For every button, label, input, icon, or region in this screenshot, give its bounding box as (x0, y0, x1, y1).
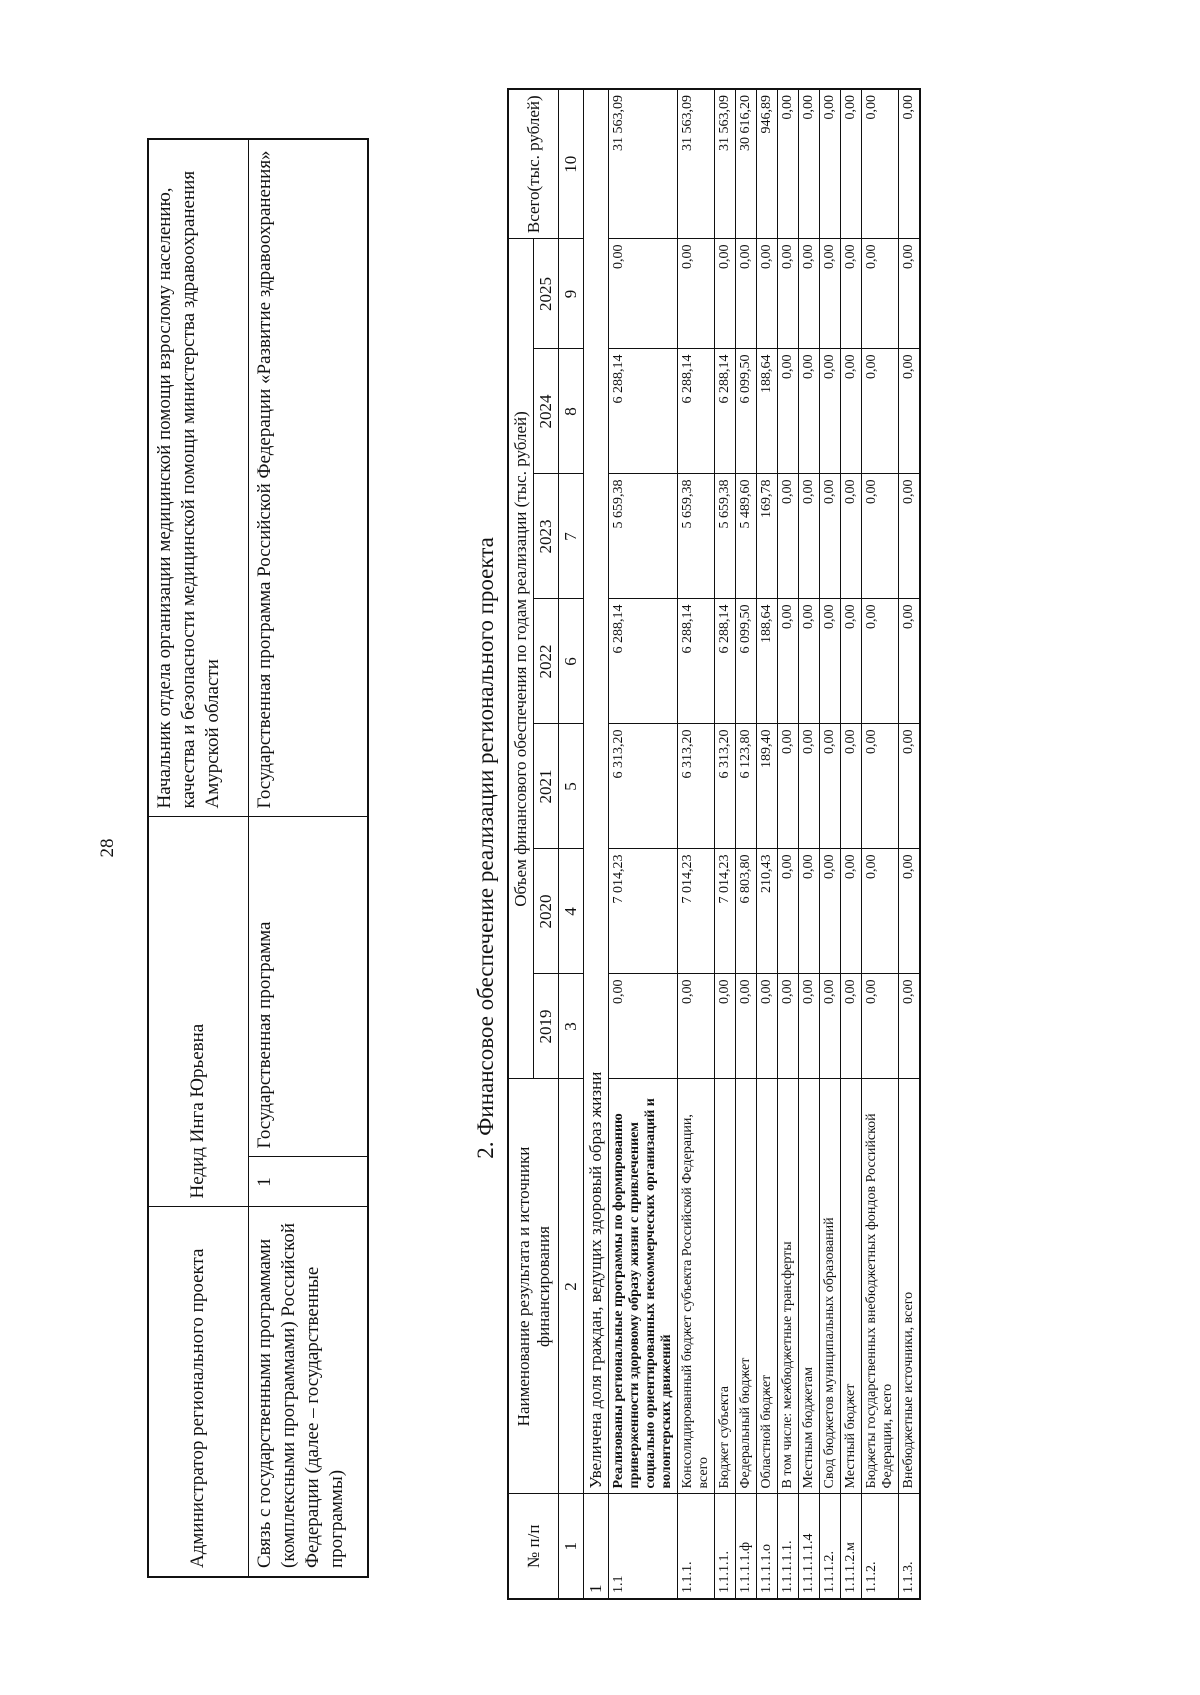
row-year-value: 0,00 (736, 238, 757, 348)
row-year-value: 0,00 (841, 849, 862, 974)
col-number: 4 (559, 849, 584, 974)
row-year-value: 0,00 (899, 849, 921, 974)
col-number: 5 (559, 724, 584, 849)
header-total: Всего(тыс. рублей) (508, 88, 559, 238)
table-row (899, 88, 921, 1598)
header-name: Наименование результата и источники финансирования (508, 1079, 559, 1494)
row-year-value: 0,00 (820, 724, 841, 849)
row-year-value: 0,00 (778, 849, 799, 974)
row-year-value: 6 313,20 (609, 724, 678, 849)
header-year: 2022 (534, 599, 559, 724)
row-total-value: 0,00 (899, 88, 921, 238)
row-year-value: 6 288,14 (678, 349, 715, 474)
row-total-value: 946,89 (757, 88, 778, 238)
row-year-value: 0,00 (820, 599, 841, 724)
rotated-page (75, 48, 1125, 1648)
row-year-value: 0,00 (678, 238, 715, 348)
row-year-value: 0,00 (899, 974, 921, 1079)
row-year-value: 0,00 (820, 238, 841, 348)
row-year-value: 0,00 (678, 974, 715, 1079)
row-total-value: 0,00 (820, 88, 841, 238)
row-year-value: 6 288,14 (715, 349, 736, 474)
col-number: 8 (559, 349, 584, 474)
admin-position: Начальник отдела организации медицинской помощи взрослому населению, качества и безопасности медицинской помощи министерства здравоохранения Амурской области (148, 139, 248, 817)
row-year-value: 0,00 (841, 599, 862, 724)
row-year-value: 0,00 (841, 724, 862, 849)
row-year-value: 0,00 (862, 849, 899, 974)
table-row (778, 88, 799, 1598)
row-number: 1.1.1.1. (715, 1494, 736, 1599)
table-row (609, 88, 678, 1598)
header-year: 2020 (534, 849, 559, 974)
row-year-value: 210,43 (757, 849, 778, 974)
row-year-value: 0,00 (841, 974, 862, 1079)
row-year-value: 0,00 (899, 599, 921, 724)
row-total-value: 31 563,09 (678, 88, 715, 238)
row-year-value: 0,00 (778, 599, 799, 724)
row-total-value: 30 616,20 (736, 88, 757, 238)
table-row (736, 88, 757, 1598)
col-number: 1 (559, 1494, 584, 1599)
row-year-value: 0,00 (862, 599, 899, 724)
link-type: Государственная программа (248, 817, 368, 1157)
row-total-value: 31 563,09 (609, 88, 678, 238)
row-name: Федеральный бюджет (736, 1079, 757, 1494)
row-year-value: 0,00 (899, 238, 921, 348)
row-name: Областной бюджет (757, 1079, 778, 1494)
row-name: Бюджет субъекта (715, 1079, 736, 1494)
row-year-value: 0,00 (899, 724, 921, 849)
col-number: 9 (559, 238, 584, 348)
row-year-value: 6 123,80 (736, 724, 757, 849)
row-year-value: 0,00 (778, 349, 799, 474)
row-name: В том числе: межбюджетные трансферты (778, 1079, 799, 1494)
row-name: Внебюджетные источники, всего (899, 1079, 921, 1494)
row-year-value: 6 288,14 (715, 599, 736, 724)
row-year-value: 0,00 (862, 474, 899, 599)
row-year-value: 0,00 (862, 724, 899, 849)
row-name: Местный бюджет (841, 1079, 862, 1494)
row-year-value: 6 288,14 (678, 599, 715, 724)
row-year-value: 0,00 (899, 474, 921, 599)
row-number: 1.1.3. (899, 1494, 921, 1599)
row-year-value: 5 659,38 (609, 474, 678, 599)
row-year-value: 0,00 (799, 238, 820, 348)
row-year-value: 6 288,14 (609, 349, 678, 474)
row-number: 1.1.1. (678, 1494, 715, 1599)
row-year-value: 0,00 (820, 349, 841, 474)
row-number: 1.1 (609, 1494, 678, 1599)
row-year-value: 0,00 (715, 974, 736, 1079)
row-year-value: 0,00 (862, 974, 899, 1079)
header-year: 2024 (534, 349, 559, 474)
row-year-value: 5 659,38 (715, 474, 736, 599)
row-year-value: 169,78 (757, 474, 778, 599)
row-year-value: 0,00 (799, 474, 820, 599)
row-year-value: 0,00 (820, 474, 841, 599)
table-row (757, 88, 778, 1598)
page-number: 28 (97, 838, 118, 857)
col-number: 6 (559, 599, 584, 724)
row-year-value: 0,00 (799, 849, 820, 974)
row-year-value: 0,00 (862, 238, 899, 348)
row-total-value: 0,00 (862, 88, 899, 238)
row-name: Местным бюджетам (799, 1079, 820, 1494)
row-year-value: 0,00 (715, 238, 736, 348)
group-row-number: 1 (584, 1494, 609, 1599)
header-year: 2021 (534, 724, 559, 849)
table-row (715, 88, 736, 1598)
row-year-value: 6 288,14 (609, 599, 678, 724)
financing-table (507, 87, 921, 1599)
table-row (799, 88, 820, 1598)
row-number: 1.1.2. (862, 1494, 899, 1599)
row-year-value: 0,00 (799, 724, 820, 849)
row-name: Реализованы региональные программы по формированию приверженности здоровому образу жизни с привлечением социально ориентированных некоммерческих организаций и волонтерских движений (609, 1079, 678, 1494)
table-row (678, 88, 715, 1598)
link-value: Государственная программа Российской Федерации «Развитие здравоохранения» (248, 139, 368, 817)
table-row (862, 88, 899, 1598)
row-number: 1.1.1.1.1.4 (799, 1494, 820, 1599)
row-total-value: 0,00 (841, 88, 862, 238)
row-year-value: 0,00 (799, 974, 820, 1079)
row-total-value: 0,00 (799, 88, 820, 238)
row-year-value: 6 313,20 (715, 724, 736, 849)
row-year-value: 0,00 (799, 349, 820, 474)
row-number: 1.1.1.1.ф (736, 1494, 757, 1599)
header-no: № п/п (508, 1494, 559, 1599)
row-year-value: 6 313,20 (678, 724, 715, 849)
row-year-value: 0,00 (778, 974, 799, 1079)
header-year: 2025 (534, 238, 559, 348)
row-total-value: 31 563,09 (715, 88, 736, 238)
col-number: 10 (559, 88, 584, 238)
col-number: 3 (559, 974, 584, 1079)
col-number: 7 (559, 474, 584, 599)
row-year-value: 0,00 (820, 974, 841, 1079)
row-number: 1.1.1.2. (820, 1494, 841, 1599)
row-year-value: 7 014,23 (715, 849, 736, 974)
row-total-value: 0,00 (778, 88, 799, 238)
row-number: 1.1.1.1.1. (778, 1494, 799, 1599)
row-year-value: 0,00 (799, 599, 820, 724)
admin-label: Администратор регионального проекта (148, 1207, 248, 1577)
row-year-value: 0,00 (609, 238, 678, 348)
header-year: 2023 (534, 474, 559, 599)
row-number: 1.1.1.2.м (841, 1494, 862, 1599)
group-row-title: Увеличена доля граждан, ведущих здоровый образ жизни (584, 88, 609, 1493)
row-year-value: 5 489,60 (736, 474, 757, 599)
row-number: 1.1.1.1.о (757, 1494, 778, 1599)
section-title: 2. Финансовое обеспечение реализации регионального проекта (473, 536, 498, 1159)
header-year: 2019 (534, 974, 559, 1079)
col-number: 2 (559, 1079, 584, 1494)
row-year-value: 5 659,38 (678, 474, 715, 599)
project-info-table (147, 138, 369, 1578)
row-year-value: 6 099,50 (736, 349, 757, 474)
link-label: Связь с государственными программами (комплексными программами) Российской Федерации (далее – государственные программы) (248, 1207, 368, 1577)
row-year-value: 0,00 (736, 974, 757, 1079)
row-year-value: 7 014,23 (678, 849, 715, 974)
header-volume: Объем финансового обеспечения по годам реализации (тыс. рублей) (508, 238, 534, 1078)
row-year-value: 0,00 (899, 349, 921, 474)
row-year-value: 0,00 (778, 474, 799, 599)
row-year-value: 6 099,50 (736, 599, 757, 724)
admin-name: Недид Инга Юрьевна (148, 817, 248, 1207)
row-year-value: 188,64 (757, 349, 778, 474)
row-year-value: 6 803,80 (736, 849, 757, 974)
row-year-value: 0,00 (609, 974, 678, 1079)
table-row (820, 88, 841, 1598)
row-year-value: 7 014,23 (609, 849, 678, 974)
table-row (841, 88, 862, 1598)
row-year-value: 188,64 (757, 599, 778, 724)
row-year-value: 0,00 (862, 349, 899, 474)
row-year-value: 0,00 (778, 238, 799, 348)
link-number: 1 (248, 1157, 368, 1207)
row-year-value: 0,00 (841, 349, 862, 474)
row-name: Свод бюджетов муниципальных образований (820, 1079, 841, 1494)
row-year-value: 0,00 (778, 724, 799, 849)
row-year-value: 0,00 (820, 849, 841, 974)
row-name: Бюджеты государственных внебюджетных фондов Российской Федерации, всего (862, 1079, 899, 1494)
row-year-value: 0,00 (841, 474, 862, 599)
row-year-value: 189,40 (757, 724, 778, 849)
row-year-value: 0,00 (757, 238, 778, 348)
row-year-value: 0,00 (757, 974, 778, 1079)
row-name: Консолидированный бюджет субъекта Российской Федерации, всего (678, 1079, 715, 1494)
row-year-value: 0,00 (841, 238, 862, 348)
